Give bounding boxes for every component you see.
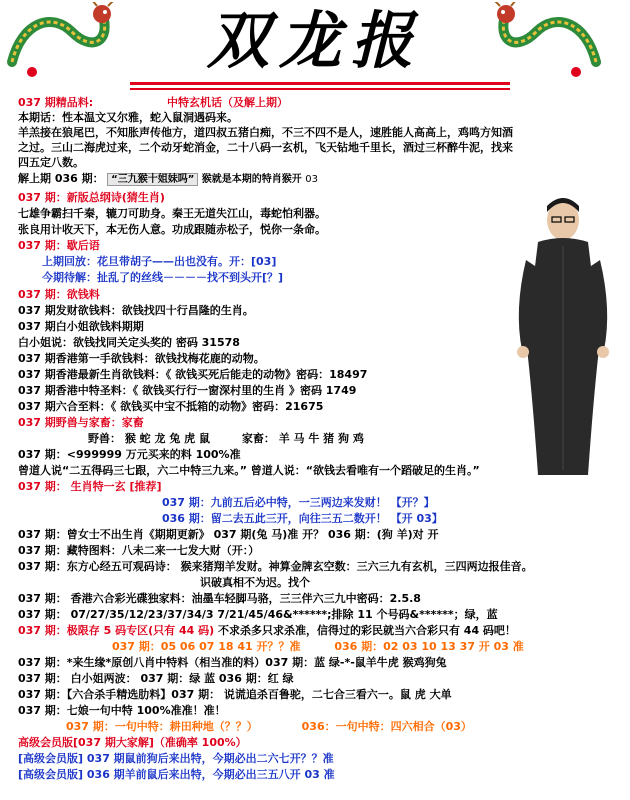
qiniang-a: 037 期：一句中特：耕田种地（？？） bbox=[66, 720, 258, 733]
jiyu-label: 037 期：极限存 5 码专区(只有 44 码) bbox=[18, 624, 215, 637]
tail-line: 037 期：【六合杀手精选肋料】037 期： 说谎追杀百鲁驼，二七合三看六一。鼠 虎 大单 bbox=[18, 688, 452, 701]
title-rule-top bbox=[130, 82, 510, 85]
gaoji-line: [高级会员版] 037 期鼠前狗后来出特，今期必出二六七开？？准 bbox=[18, 752, 334, 765]
jingpin-line: 本期话：性本温文又尔雅，蛇入鼠洞遇码来。 bbox=[18, 111, 238, 124]
jiyu-tail: 不求杀多只求杀准，信得过的彩民就当六合彩只有 44 码吧！ bbox=[217, 624, 516, 637]
jingpin-subtitle: 中特玄机话（及解上期） bbox=[167, 96, 289, 109]
yeshou-row bbox=[88, 432, 364, 446]
more-line: 识破真相不为迟。找个 bbox=[200, 576, 310, 589]
jingpin-header bbox=[18, 96, 288, 110]
gaoji-label: 高级会员版[037 期大家解]（准确率 100%） bbox=[18, 736, 247, 749]
xinban-label: 037 期：新版总纲诗(猜生肖) bbox=[18, 191, 165, 204]
shengte-line2: 036 期：留二去五此三开，向往三五二数开！ 【开 03】 bbox=[162, 512, 443, 525]
yuqian-label: 037 期：欲钱料 bbox=[18, 288, 100, 301]
more-line: 037 期： 07/27/35/12/23/37/34/3 7/21/45/46&******;排除 11 个号码&******；绿，蓝 bbox=[18, 608, 498, 621]
jiyu-row bbox=[18, 624, 516, 638]
tail-line: 037 期： 白小姐两波： 037 期：绿 蓝 036 期：红 绿 bbox=[18, 672, 294, 685]
jia-label: 家畜： bbox=[241, 432, 275, 445]
yuqian-line: 037 期香港中特圣料：《 欲钱买行行一窗深村里的生肖 》密码 1749 bbox=[18, 384, 357, 397]
jia-list: 羊 马 牛 猪 狗 鸡 bbox=[278, 432, 364, 445]
more-line: 037 期： 香港六合彩光碟独家料：油墨车轻脚马骆，三三伴六三九中密码：2.5.8 bbox=[18, 592, 421, 605]
dragon-left-icon bbox=[2, 2, 122, 82]
jie-answer: 猴就是本期的特肖猴开 bbox=[201, 174, 302, 185]
jingpin-label: 037 期精品料: bbox=[18, 96, 94, 109]
xinban-line: 张良用计收天下，本无伤人意。功成跟随赤松子，悦你一条命。 bbox=[18, 223, 326, 236]
yuqian-line: 037 期六合至料：《 欲钱买中宝不抵箱的动物》密码：21675 bbox=[18, 400, 324, 413]
ye-label: 野兽： bbox=[88, 432, 121, 445]
jie-quote: “三九猴十姐妹吗” bbox=[107, 173, 198, 186]
qianhouyu-label: 037 期：歇后语 bbox=[18, 239, 100, 252]
jingpin-line: 羊羔接在狼尾巴，不知胀声传他方，道四叔五猪白痴，不三不四不是人，速胜能人高高上，鸡鸣方知酒 bbox=[18, 126, 513, 139]
jie-label: 解上期 036 期： bbox=[18, 172, 104, 185]
jingpin-line: 之过。三山二海虎过来，二个动牙蛇消金，二十八码一玄机，飞天钻地千里长，酒过三杯醉牛泥，找来 bbox=[18, 141, 513, 154]
misc-line: 037 期：<999999 万元买来的料 100%准 bbox=[18, 448, 241, 461]
person-figure bbox=[508, 190, 618, 480]
shengte-line1: 037 期：九前五后必中特，一三两边来发财！ 【开？】 bbox=[162, 496, 435, 509]
title-rule-bottom bbox=[130, 88, 510, 90]
qiniang-row bbox=[66, 720, 472, 734]
xinban-line: 七雄争霸扫千秦，辘刀可助身。秦王无道失江山，毒蛇怕利器。 bbox=[18, 207, 326, 220]
yuqian-line: 037 期白小姐欲钱料期期 bbox=[18, 320, 144, 333]
jiyu-nums36: 036 期：02 03 10 13 37 开 03 准 bbox=[334, 640, 524, 653]
yeshou-label: 037 期野兽与家畜：家畜 bbox=[18, 416, 144, 429]
gaoji-line: [高级会员版] 036 期羊前鼠后来出特，今期必出三五八开 03 准 bbox=[18, 768, 335, 781]
jingpin-line: 四五定八数。 bbox=[18, 156, 84, 169]
jie-num: 03 bbox=[305, 174, 319, 185]
shengte-label: 037 期： 生肖特一玄 [推荐] bbox=[18, 480, 162, 493]
tail-line: 037 期：七娘一句中特 100%准准！准！ bbox=[18, 704, 226, 717]
qiniang-b: 036：一句中特：四六相合（03） bbox=[301, 720, 472, 733]
yuqian-line: 037 期发财欲钱料：欲钱找四十行昌隆的生肖。 bbox=[18, 304, 254, 317]
more-line: 037 期：东方心经五可观码诗： 猴来猪翔羊发财。神算金牌玄空数：三六三九有玄机，三四两边报佳音。 bbox=[18, 560, 533, 573]
ye-list: 猴 蛇 龙 兔 虎 鼠 bbox=[124, 432, 210, 445]
qianhouyu-shangqi: 上期回放：花旦带胡子——出也没有。开：[03] bbox=[42, 255, 277, 268]
page-title: 双龙报 bbox=[206, 4, 423, 77]
misc-line: 曾道人说“二五得码三七跟，六二中特三九来。” 曾道人说：“欲钱去看唯有一个蹈破足的生肖。” bbox=[18, 464, 480, 477]
more-line: 037 期：藏特图料：八未二来一七发大财（开：） bbox=[18, 544, 260, 557]
dragon-right-icon bbox=[486, 2, 606, 82]
jie-shangqi bbox=[18, 172, 318, 187]
yuqian-line: 白小姐说：欲钱找同关定头奖的 密码 31578 bbox=[18, 336, 240, 349]
tail-line: 037 期：*来生缘*原创八肖中特料（相当准的料）037 期：蓝 绿-*-鼠羊牛虎 猴鸡狗兔 bbox=[18, 656, 447, 669]
yuqian-line: 037 期香港最新生肖欲钱料：《 欲钱买死后能走的动物》密码：18497 bbox=[18, 368, 368, 381]
more-line: 037 期：曾女士不出生肖《期期更新》 037 期(兔 马)准 开？ 036 期：(狗 羊)对 开 bbox=[18, 528, 439, 541]
jiyu-nums37: 037 期：05 06 07 18 41 开？？准 bbox=[112, 640, 301, 653]
qianhouyu-jinqi: 今期待解：扯乱了的丝线－－－－找不到头开[？] bbox=[42, 271, 284, 284]
yuqian-line: 037 期香港第一手欲钱料：欲钱找梅花鹿的动物。 bbox=[18, 352, 265, 365]
jiyu-nums bbox=[112, 640, 524, 654]
